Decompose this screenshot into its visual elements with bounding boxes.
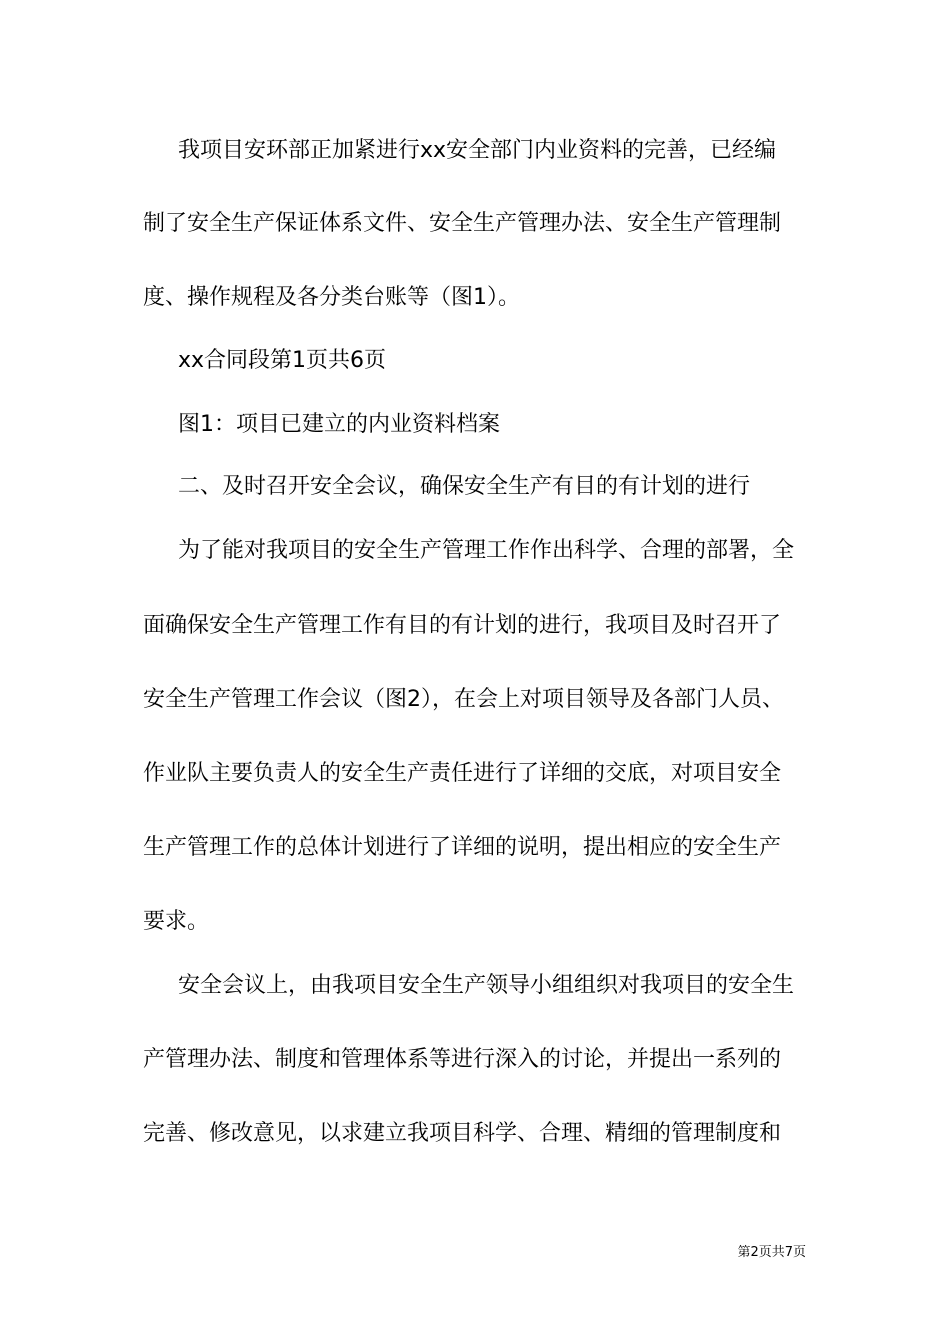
inline-page-note: xx合同段第1页共6页	[178, 348, 387, 373]
section-heading: 二、及时召开安全会议，确保安全生产有目的有计划的进行	[178, 474, 751, 499]
paragraph-line: 度、操作规程及各分类台账等（图1）。	[143, 285, 520, 310]
paragraph-line: 面确保安全生产管理工作有目的有计划的进行，我项目及时召开了	[143, 613, 782, 638]
paragraph-line: 要求。	[143, 909, 210, 934]
paragraph-line: 我项目安环部正加紧进行xx安全部门内业资料的完善，已经编	[178, 138, 777, 163]
paragraph-line: 为了能对我项目的安全生产管理工作作出科学、合理的部署，全	[178, 538, 795, 563]
paragraph-line: 生产管理工作的总体计划进行了详细的说明，提出相应的安全生产	[143, 835, 782, 860]
paragraph-line: 完善、修改意见，以求建立我项目科学、合理、精细的管理制度和	[143, 1121, 782, 1146]
paragraph-line: 安全会议上，由我项目安全生产领导小组组织对我项目的安全生	[178, 973, 795, 998]
page-footer-number: 第2页共7页	[737, 1245, 806, 1260]
paragraph-line: 产管理办法、制度和管理体系等进行深入的讨论，并提出一系列的	[143, 1047, 782, 1072]
paragraph-line: 作业队主要负责人的安全生产责任进行了详细的交底，对项目安全	[143, 761, 782, 786]
paragraph-line: 安全生产管理工作会议（图2），在会上对项目领导及各部门人员、	[143, 687, 784, 712]
paragraph-line: 制了安全生产保证体系文件、安全生产管理办法、安全生产管理制	[143, 211, 782, 236]
figure-caption: 图1：项目已建立的内业资料档案	[178, 412, 500, 437]
